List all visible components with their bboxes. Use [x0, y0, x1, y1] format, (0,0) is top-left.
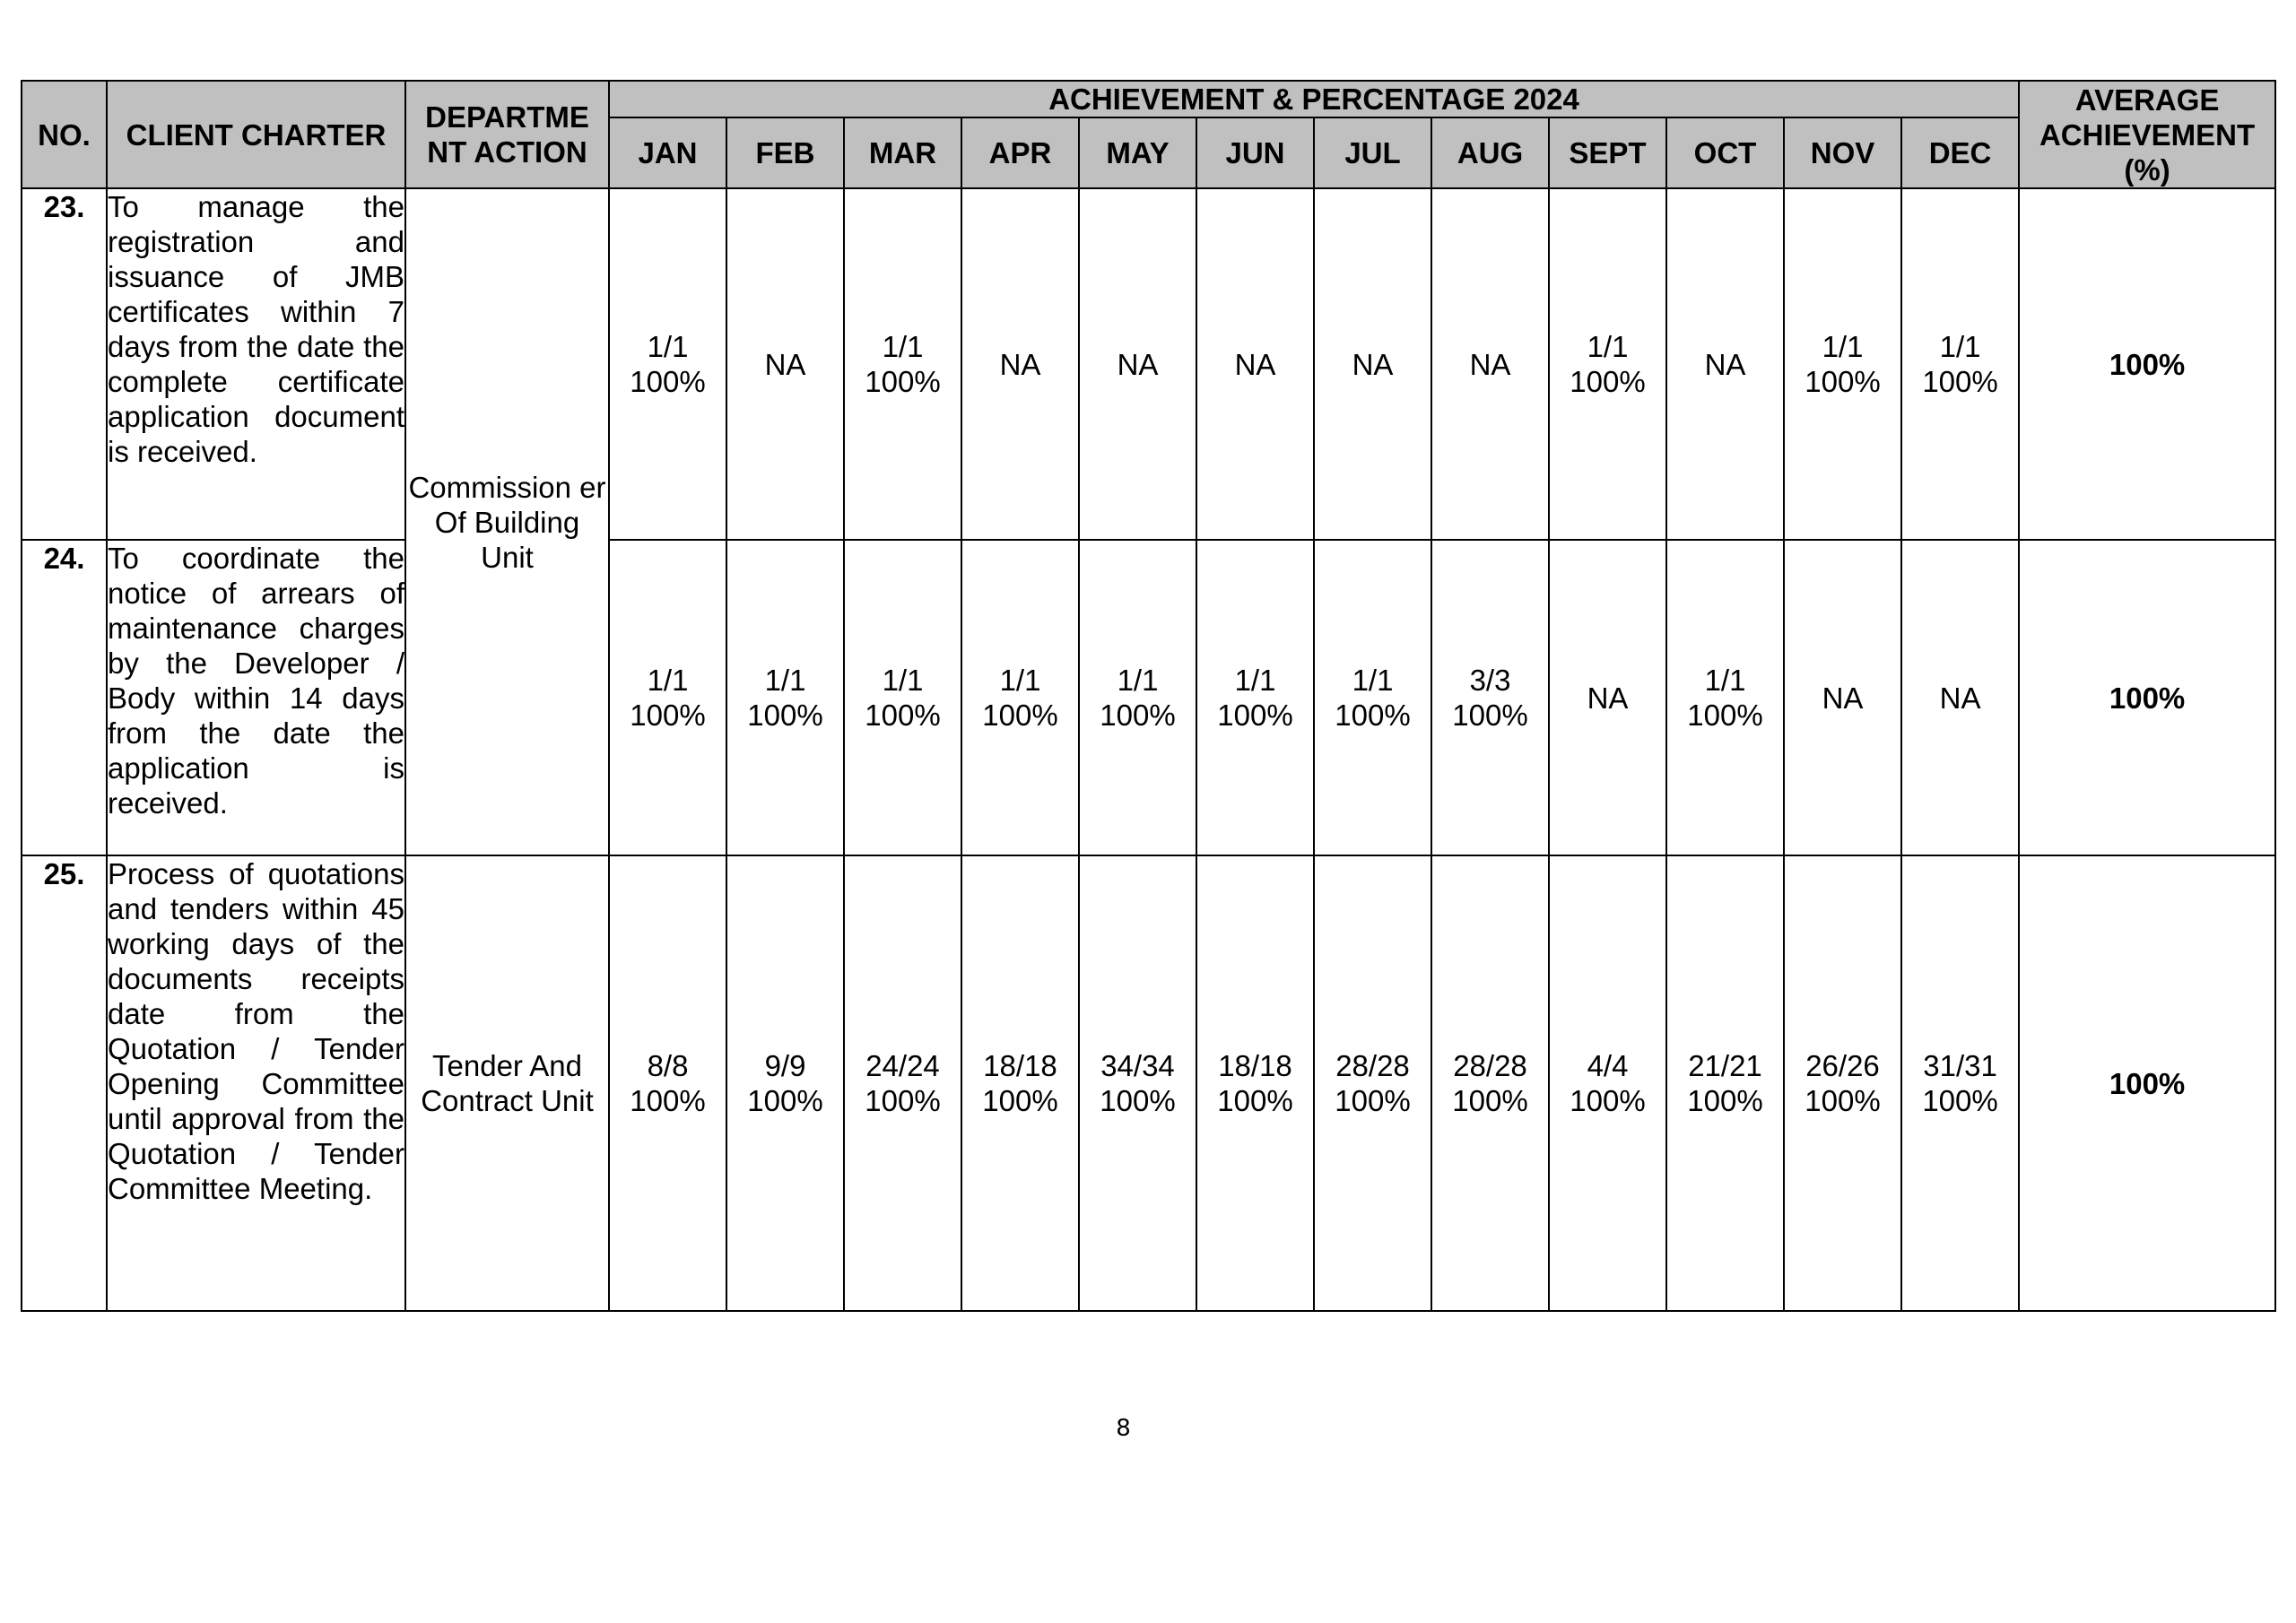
month-ratio: NA — [1352, 347, 1394, 381]
month-percentage: 100% — [747, 699, 823, 732]
table-row — [22, 540, 2275, 855]
month-ratio: 1/1 — [1117, 664, 1159, 697]
month-percentage: 100% — [1217, 699, 1293, 732]
month-cell — [961, 540, 1079, 855]
month-percentage: 100% — [865, 1084, 941, 1117]
month-percentage: 100% — [982, 699, 1058, 732]
month-percentage: 100% — [865, 365, 941, 398]
row-number: 24. — [22, 540, 107, 855]
month-ratio: NA — [1587, 681, 1629, 715]
month-cell — [844, 188, 961, 540]
month-ratio: 3/3 — [1469, 664, 1511, 697]
month-cell — [1314, 855, 1431, 1311]
header-month: OCT — [1666, 117, 1784, 188]
month-percentage: 100% — [1922, 365, 1998, 398]
average-achievement: 100% — [2019, 855, 2275, 1311]
month-percentage: 100% — [865, 699, 941, 732]
month-cell — [1431, 188, 1549, 540]
page-number: 8 — [1116, 1415, 1131, 1442]
month-percentage: 100% — [1570, 365, 1646, 398]
month-cell — [1901, 540, 2019, 855]
month-ratio: 24/24 — [865, 1049, 940, 1082]
month-percentage: 100% — [1335, 699, 1411, 732]
header-row-top — [22, 81, 2275, 117]
client-charter-text: To coordinate the notice of arrears of maintenance charges by the Developer / Body within 14 days from the date the application is received. — [107, 540, 405, 855]
header-month: JUN — [1196, 117, 1314, 188]
month-ratio: 18/18 — [1218, 1049, 1292, 1082]
month-cell — [609, 540, 726, 855]
month-cell — [1196, 855, 1314, 1311]
client-charter-text: To manage the registration and issuance of JMB certificates within 7 days from the date the complete certificate application document is received. — [107, 188, 405, 540]
month-percentage: 100% — [1805, 365, 1881, 398]
month-percentage: 100% — [982, 1084, 1058, 1117]
header-department-action: DEPARTME NT ACTION — [405, 81, 609, 188]
month-ratio: 1/1 — [1234, 664, 1276, 697]
month-cell — [1196, 540, 1314, 855]
month-percentage: 100% — [1100, 1084, 1176, 1117]
table-row — [22, 188, 2275, 540]
row-number: 25. — [22, 855, 107, 1311]
month-cell — [1784, 540, 1901, 855]
month-ratio: 34/34 — [1100, 1049, 1175, 1082]
header-month: FEB — [726, 117, 844, 188]
month-ratio: 1/1 — [647, 664, 689, 697]
month-percentage: 100% — [1805, 1084, 1881, 1117]
month-percentage: 100% — [1922, 1084, 1998, 1117]
month-percentage: 100% — [1217, 1084, 1293, 1117]
month-cell — [1901, 855, 2019, 1311]
month-ratio: 21/21 — [1688, 1049, 1762, 1082]
month-ratio: 31/31 — [1923, 1049, 1997, 1082]
month-ratio: 8/8 — [647, 1049, 689, 1082]
month-cell — [844, 855, 961, 1311]
month-cell — [609, 855, 726, 1311]
month-cell — [1549, 188, 1666, 540]
month-cell — [1784, 855, 1901, 1311]
month-cell — [961, 188, 1079, 540]
month-ratio: 1/1 — [764, 664, 806, 697]
month-ratio: NA — [1822, 681, 1864, 715]
month-ratio: 1/1 — [882, 330, 924, 363]
month-cell — [1314, 188, 1431, 540]
month-ratio: 26/26 — [1805, 1049, 1880, 1082]
month-ratio: 1/1 — [1587, 330, 1629, 363]
month-ratio: 28/28 — [1453, 1049, 1527, 1082]
month-cell — [1666, 855, 1784, 1311]
month-percentage: 100% — [1687, 1084, 1763, 1117]
month-cell — [1431, 540, 1549, 855]
month-cell — [1079, 855, 1196, 1311]
month-ratio: 1/1 — [882, 664, 924, 697]
client-charter-table — [21, 80, 2276, 1312]
month-percentage: 100% — [1687, 699, 1763, 732]
month-ratio: 1/1 — [647, 330, 689, 363]
client-charter-text: Process of quotations and tenders within 45 working days of the documents receipts date from the Quotation / Tender Opening Committee until approval from the Quotation / Tender Committee Meeting. — [107, 855, 405, 1311]
average-achievement: 100% — [2019, 540, 2275, 855]
month-ratio: NA — [1117, 347, 1159, 381]
header-month: MAY — [1079, 117, 1196, 188]
month-cell — [726, 855, 844, 1311]
month-ratio: 9/9 — [764, 1049, 806, 1082]
header-month: JUL — [1314, 117, 1431, 188]
month-cell — [1666, 188, 1784, 540]
month-ratio: NA — [1939, 681, 1981, 715]
month-cell — [1314, 540, 1431, 855]
header-month: DEC — [1901, 117, 2019, 188]
month-cell — [1901, 188, 2019, 540]
month-percentage: 100% — [630, 1084, 706, 1117]
month-percentage: 100% — [1335, 1084, 1411, 1117]
month-cell — [1784, 188, 1901, 540]
month-percentage: 100% — [1100, 699, 1176, 732]
month-cell — [1666, 540, 1784, 855]
month-cell — [1549, 855, 1666, 1311]
month-percentage: 100% — [630, 699, 706, 732]
month-ratio: NA — [1234, 347, 1276, 381]
month-cell — [726, 188, 844, 540]
header-month: MAR — [844, 117, 961, 188]
month-cell — [1549, 540, 1666, 855]
month-percentage: 100% — [747, 1084, 823, 1117]
month-cell — [844, 540, 961, 855]
month-ratio: 1/1 — [1704, 664, 1746, 697]
month-ratio: 28/28 — [1335, 1049, 1410, 1082]
header-no: NO. — [22, 81, 107, 188]
header-client-charter: CLIENT CHARTER — [107, 81, 405, 188]
month-ratio: 1/1 — [1822, 330, 1864, 363]
average-achievement: 100% — [2019, 188, 2275, 540]
row-number: 23. — [22, 188, 107, 540]
month-ratio: NA — [1704, 347, 1746, 381]
department-action: Commission er Of Building Unit — [405, 188, 609, 855]
header-month: AUG — [1431, 117, 1549, 188]
month-percentage: 100% — [1452, 699, 1528, 732]
month-ratio: 18/18 — [983, 1049, 1057, 1082]
header-month: JAN — [609, 117, 726, 188]
month-ratio: 1/1 — [1352, 664, 1394, 697]
month-cell — [609, 188, 726, 540]
month-percentage: 100% — [1452, 1084, 1528, 1117]
month-cell — [1196, 188, 1314, 540]
header-month: APR — [961, 117, 1079, 188]
month-cell — [726, 540, 844, 855]
month-cell — [1079, 188, 1196, 540]
month-ratio: 1/1 — [1939, 330, 1981, 363]
header-achievement-group: ACHIEVEMENT & PERCENTAGE 2024 — [609, 81, 2019, 117]
month-cell — [961, 855, 1079, 1311]
month-ratio: 1/1 — [999, 664, 1041, 697]
month-ratio: NA — [999, 347, 1041, 381]
month-cell — [1431, 855, 1549, 1311]
month-ratio: NA — [764, 347, 806, 381]
header-month: NOV — [1784, 117, 1901, 188]
header-month: SEPT — [1549, 117, 1666, 188]
month-cell — [1079, 540, 1196, 855]
header-average-achievement: AVERAGE ACHIEVEMENT (%) — [2019, 81, 2275, 188]
table-row — [22, 855, 2275, 1311]
month-ratio: NA — [1469, 347, 1511, 381]
month-percentage: 100% — [1570, 1084, 1646, 1117]
department-action: Tender And Contract Unit — [405, 855, 609, 1311]
month-ratio: 4/4 — [1587, 1049, 1629, 1082]
month-percentage: 100% — [630, 365, 706, 398]
